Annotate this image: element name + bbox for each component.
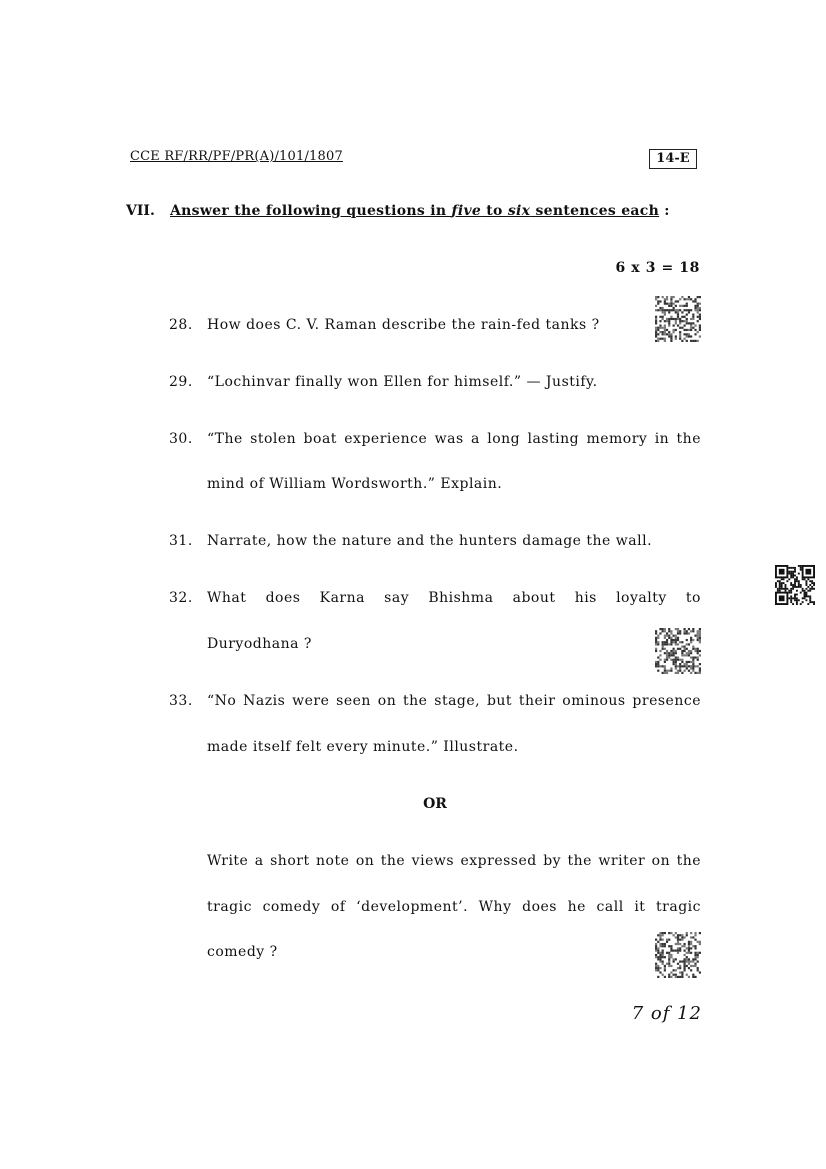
question-30-line-2: mind of William Wordsworth.” Explain. [207,476,503,492]
instruction-five: five [451,203,482,219]
question-31-line-1: Narrate, how the nature and the hunters damage the wall. [207,533,653,549]
alternative-line-2: tragic comedy of ‘development’. Why does he call it tragic [207,899,701,915]
instruction-suffix: sentences each [530,203,660,219]
question-32-line-2: Duryodhana ? [207,636,312,652]
question-29-line-1: “Lochinvar finally won Ellen for himself.” — Justify. [207,374,598,390]
question-33-line-2: made itself felt every minute.” Illustrate. [207,739,519,755]
instruction-prefix: Answer the following questions in [170,203,452,219]
question-number-28: 28. [169,317,193,333]
paper-code: CCE RF/RR/PF/PR(A)/101/1807 [130,149,343,164]
alternative-line-1: Write a short note on the views expressed by the writer on the [207,853,701,869]
question-33-line-1: “No Nazis were seen on the stage, but their ominous presence [207,693,701,709]
qr-code-image [655,628,701,674]
qr-code-side [775,565,815,605]
question-28-line-1: How does C. V. Raman describe the rain-fed tanks ? [207,317,600,333]
question-number-29: 29. [169,374,193,390]
instruction-six: six [507,203,531,219]
question-number-30: 30. [169,431,193,447]
section-number: VII. [126,203,155,219]
question-32-line-1: What does Karna say Bhishma about his loyalty to [207,590,701,606]
or-separator: OR [423,796,447,812]
marks-allocation: 6 x 3 = 18 [615,260,700,276]
question-30-line-1: “The stolen boat experience was a long lasting memory in the [207,431,701,447]
instruction-to: to [481,203,508,219]
alternative-line-3: comedy ? [207,944,278,960]
paper-number-box: 14-E [649,149,697,169]
qr-code-image [655,932,701,978]
question-number-33: 33. [169,693,193,709]
page-number: 7 of 12 [631,1003,702,1024]
section-instruction [170,203,670,219]
question-number-31: 31. [169,533,193,549]
instruction-colon: : [659,203,670,219]
question-number-32: 32. [169,590,193,606]
qr-code-image [655,296,701,342]
